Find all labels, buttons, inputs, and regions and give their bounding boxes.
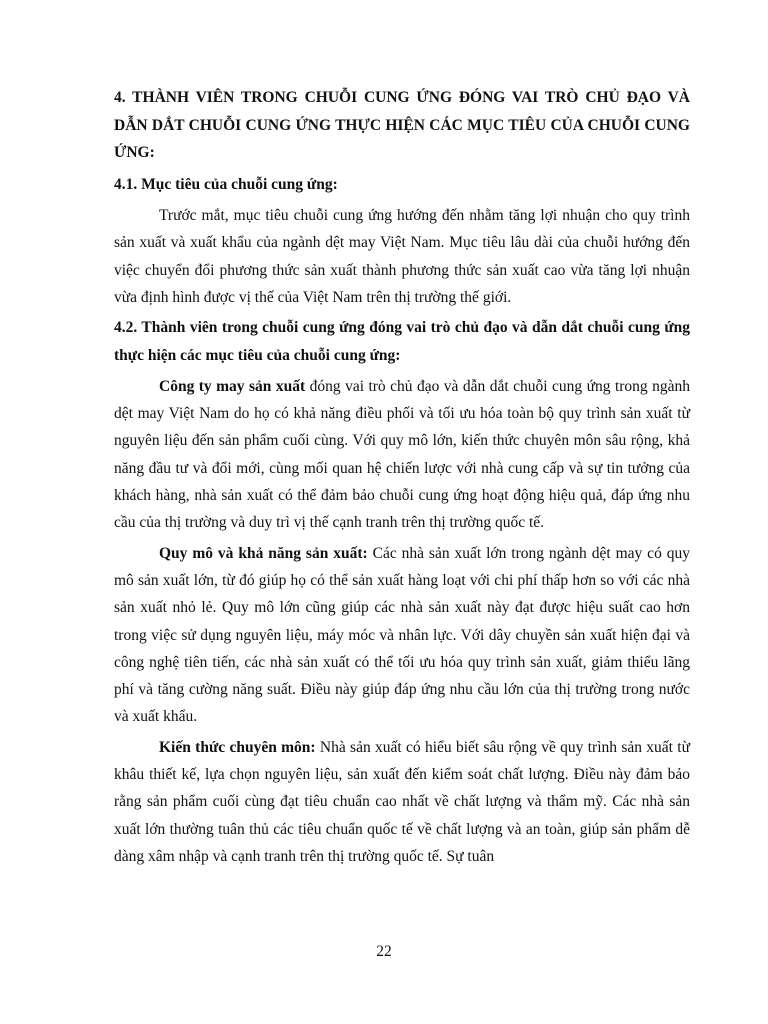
paragraph-scale-capacity [114, 540, 690, 731]
paragraph-text: Nhà sản xuất có hiểu biết sâu rộng về quy trình sản xuất từ khâu thiết kế, lựa chọn nguyên liệu, sản xuất đến kiểm soát chất lượng. Điều này đảm bảo rằng sản phẩm cuối cùng đạt tiêu chuẩn cao nhất về chất lượng và thẩm mỹ. Các nhà sản xuất lớn thường tuân thủ các tiêu chuẩn quốc tế về chất lượng và an toàn, giúp sản phẩm dễ dàng xâm nhập và cạnh tranh trên thị trường quốc tế. Sự tuân [114, 738, 691, 865]
paragraph-expertise [114, 734, 690, 870]
paragraph-lead: Quy mô và khả năng sản xuất: [159, 544, 368, 562]
section-title: 4. THÀNH VIÊN TRONG CHUỖI CUNG ỨNG ĐÓNG VAI TRÒ CHỦ ĐẠO VÀ DẪN DẮT CHUỖI CUNG ỨNG THỰC HIỆN CÁC MỤC TIÊU CỦA CHUỖI CUNG ỨNG: [114, 89, 690, 162]
paragraph-text: Các nhà sản xuất lớn trong ngành dệt may có quy mô sản xuất lớn, từ đó giúp họ có thể sản xuất hàng loạt với chi phí thấp hơn so với các nhà sản xuất nhỏ lẻ. Quy mô lớn cũng giúp các nhà sản xuất này đạt được hiệu suất cao hơn trong việc sử dụng nguyên liệu, máy móc và nhân lực. Với dây chuyền sản xuất hiện đại và công nghệ tiên tiến, các nhà sản xuất có thể tối ưu hóa quy trình sản xuất, giảm thiểu lãng phí và tăng cường năng suất. Điều này giúp đáp ứng nhu cầu lớn của thị trường trong nước và xuất khẩu. [114, 544, 690, 726]
document-page [114, 84, 690, 873]
subsection-2-title: 4.2. Thành viên trong chuỗi cung ứng đóng vai trò chủ đạo và dẫn dắt chuỗi cung ứng thực hiện các mục tiêu của chuỗi cung ứng: [114, 319, 690, 364]
subsection-1-paragraph: Trước mắt, mục tiêu chuỗi cung ứng hướng đến nhằm tăng lợi nhuận cho quy trình sản xuất và xuất khẩu của ngành dệt may Việt Nam. Mục tiêu lâu dài của chuỗi hướng đến việc chuyển đổi phương thức sản xuất thành phương thức sản xuất cao vừa tăng lợi nhuận vừa định hình được vị thế của Việt Nam trên thị trường thế giới. [114, 207, 690, 306]
subsection-1-title: 4.1. Mục tiêu của chuỗi cung ứng: [114, 175, 338, 193]
paragraph-lead: Kiến thức chuyên môn: [159, 738, 316, 756]
paragraph-manufacturer [114, 373, 690, 537]
paragraph-text: đóng vai trò chủ đạo và dẫn dắt chuỗi cung ứng trong ngành dệt may Việt Nam do họ có khả năng điều phối và tối ưu hóa toàn bộ quy trình sản xuất từ nguyên liệu đến sản phẩm cuối cùng. Với quy mô lớn, kiến thức chuyên môn sâu rộng, khả năng đầu tư và đổi mới, cùng mối quan hệ chiến lược với nhà cung cấp và sự tin tưởng của khách hàng, nhà sản xuất có thể đảm bảo chuỗi cung ứng hoạt động hiệu quả, đáp ứng nhu cầu của thị trường và duy trì vị thế cạnh tranh trên thị trường quốc tế. [114, 377, 690, 532]
paragraph-lead: Công ty may sản xuất [159, 377, 306, 395]
page-number: 22 [376, 943, 392, 960]
